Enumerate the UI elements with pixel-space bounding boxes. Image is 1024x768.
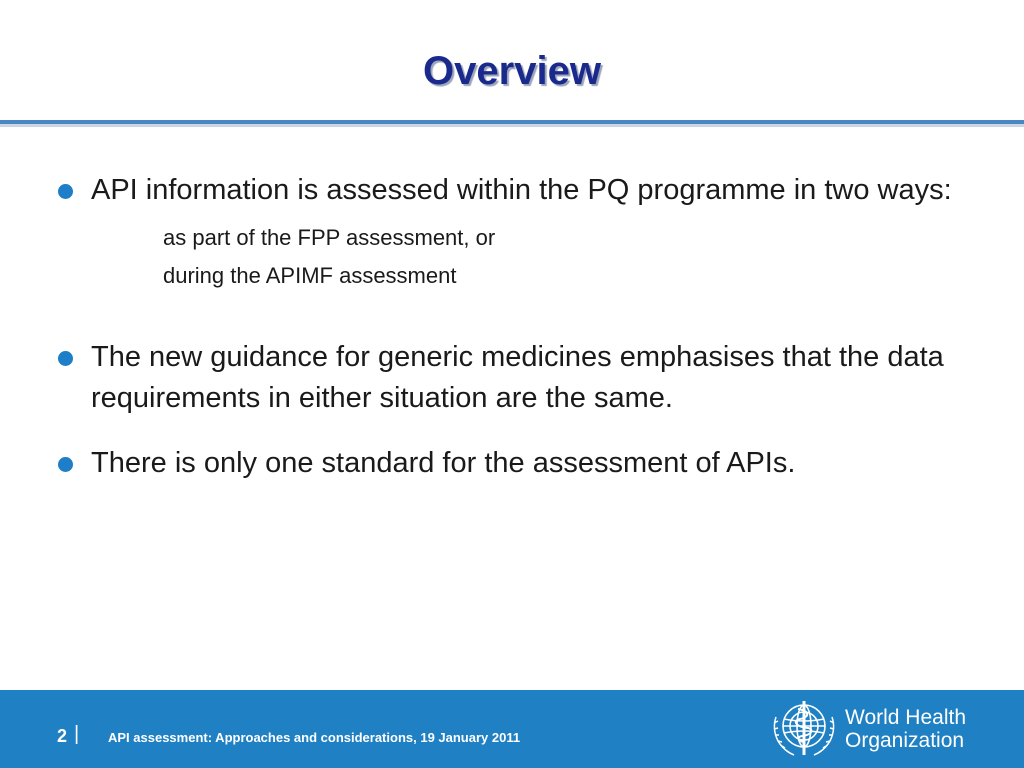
page-separator: | <box>74 723 80 745</box>
bullet-text: The new guidance for generic medicines emphasises that the data requirements in either situation are the same. <box>91 341 944 414</box>
bullet-item <box>56 443 976 484</box>
bullet-text: API information is assessed within the PQ programme in two ways: <box>91 174 952 206</box>
page-number: 2 <box>57 726 68 746</box>
who-emblem-icon <box>768 695 840 763</box>
sub-item: as part of the FPP assessment, or <box>163 225 496 250</box>
footer-caption: API assessment: Approaches and considerations, 19 January 2011 <box>108 730 521 745</box>
sub-item: during the APIMF assessment <box>163 263 457 288</box>
who-name-line1: World Health <box>845 706 966 729</box>
bullet-dot-icon <box>58 457 73 472</box>
slide-title: Overview <box>423 49 601 93</box>
bullet-item <box>56 170 976 211</box>
bullet-dot-icon <box>58 184 73 199</box>
who-org-name <box>845 706 966 752</box>
who-name-line2: Organization <box>845 729 965 752</box>
bullet-item <box>56 337 976 419</box>
footer-bar <box>0 690 1024 768</box>
title-divider-shadow <box>0 124 1024 127</box>
slide-body <box>56 170 976 484</box>
bullet-dot-icon <box>58 351 73 366</box>
bullet-text: There is only one standard for the assessment of APIs. <box>91 447 796 479</box>
